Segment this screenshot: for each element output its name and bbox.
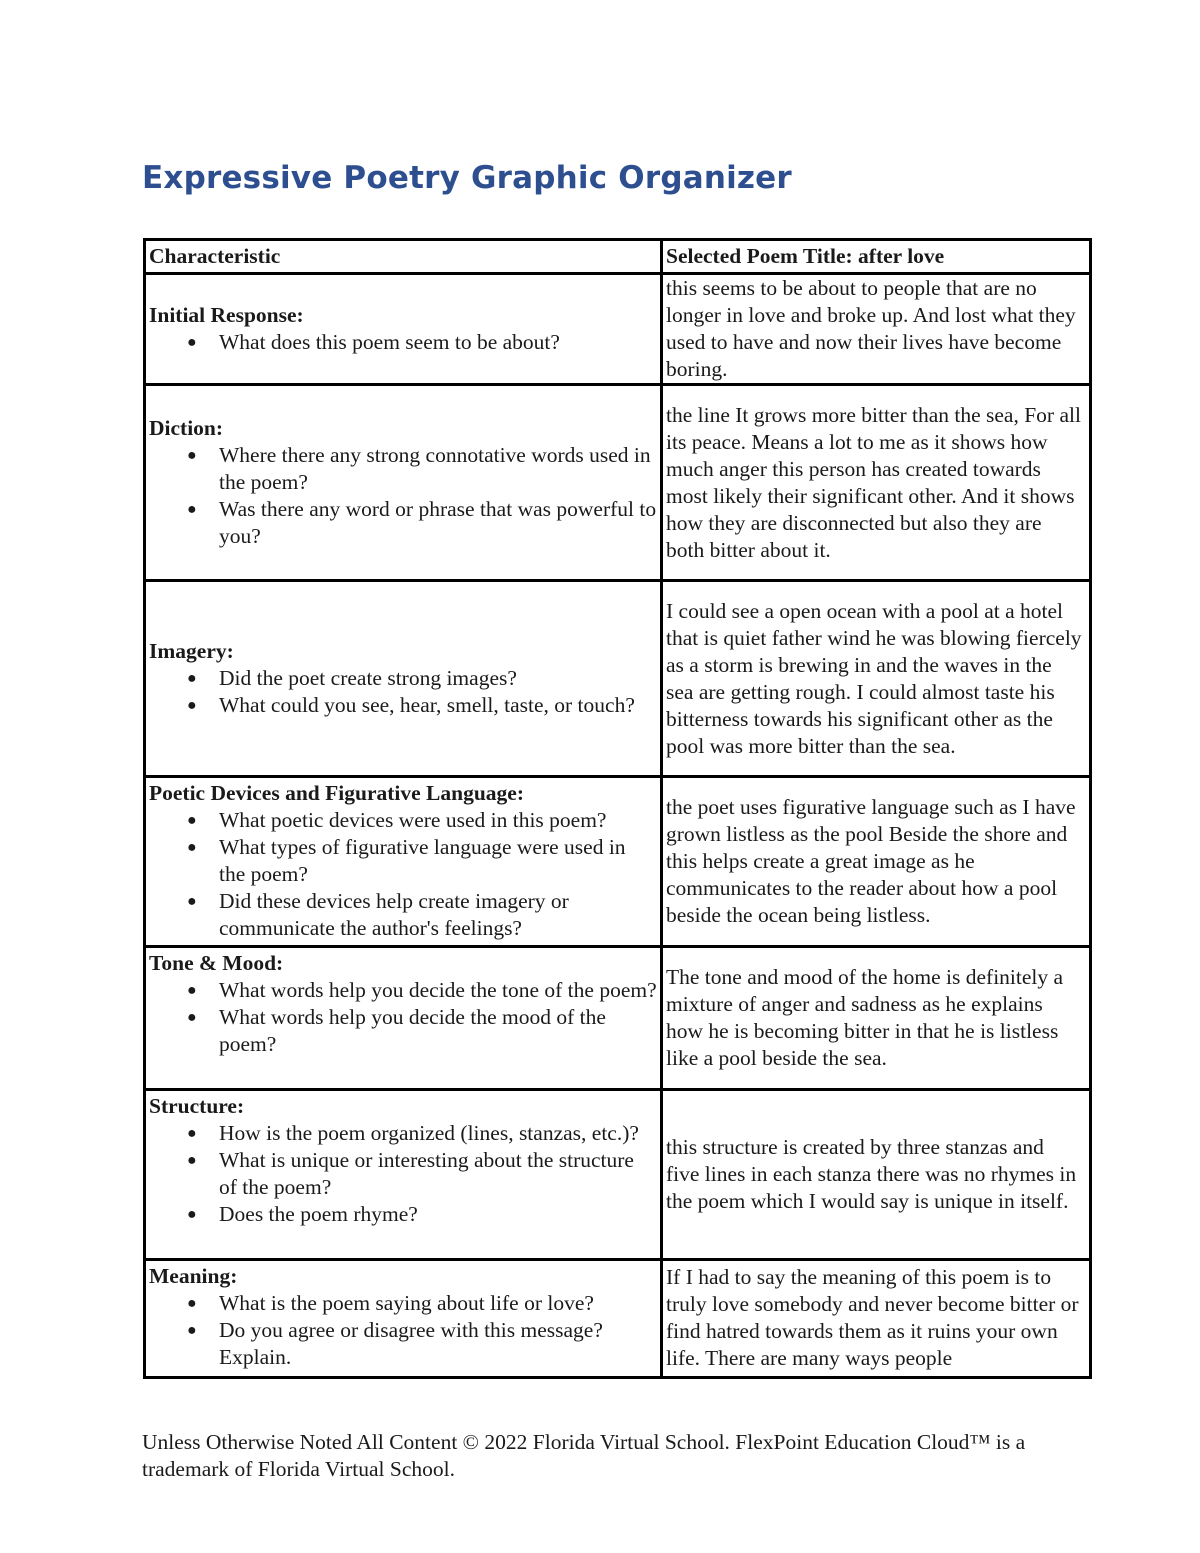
question-list: [149, 442, 657, 550]
question-item: [187, 807, 657, 834]
question-list: [149, 329, 657, 356]
answer-cell[interactable]: [662, 1090, 1091, 1260]
question-text: What is unique or interesting about the structure of the poem?: [219, 1148, 634, 1199]
question-item: [187, 496, 657, 550]
question-item: [187, 442, 657, 496]
table-row: [145, 274, 1091, 385]
answer-cell[interactable]: [662, 1260, 1091, 1378]
bullet-icon: ●: [187, 982, 197, 999]
characteristic-label: Structure:: [149, 1094, 245, 1118]
characteristic-label: Meaning:: [149, 1264, 238, 1288]
question-list: [149, 665, 657, 719]
characteristic-cell: [145, 1090, 662, 1260]
bullet-icon: ●: [187, 697, 197, 714]
characteristic-cell: [145, 947, 662, 1090]
characteristic-label: Imagery:: [149, 639, 234, 663]
question-list: [149, 1290, 657, 1371]
page-title: Expressive Poetry Graphic Organizer: [142, 160, 792, 196]
question-text: Where there any strong connotative words used in the poem?: [219, 443, 651, 494]
bullet-icon: ●: [187, 1009, 197, 1026]
table-header-row: [145, 240, 1091, 274]
question-text: Do you agree or disagree with this message? Explain.: [219, 1318, 603, 1369]
question-item: [187, 977, 657, 1004]
table-row: [145, 777, 1091, 947]
bullet-icon: ●: [187, 334, 197, 351]
question-list: [149, 977, 657, 1058]
characteristic-cell: [145, 581, 662, 777]
question-list: [149, 1120, 657, 1228]
bullet-icon: ●: [187, 812, 197, 829]
table-row: [145, 947, 1091, 1090]
table-row: [145, 581, 1091, 777]
characteristic-cell: [145, 777, 662, 947]
answer-cell[interactable]: [662, 385, 1091, 581]
answer-text: the line It grows more bitter than the sea, For all its peace. Means a lot to me as it shows how much anger this person has created towards most likely their significant other. And it shows how they are disconnected but also they are both bitter about it.: [666, 402, 1081, 562]
question-text: Was there any word or phrase that was powerful to you?: [219, 497, 657, 548]
bullet-icon: ●: [187, 447, 197, 464]
question-text: How is the poem organized (lines, stanzas, etc.)?: [219, 1121, 639, 1145]
question-item: [187, 329, 657, 356]
question-item: [187, 1290, 657, 1317]
question-item: [187, 834, 657, 888]
header-characteristic: Characteristic: [145, 240, 662, 274]
bullet-icon: ●: [187, 670, 197, 687]
characteristic-label: Tone & Mood:: [149, 951, 284, 975]
bullet-icon: ●: [187, 1295, 197, 1312]
table-row: [145, 1090, 1091, 1260]
question-text: What could you see, hear, smell, taste, or touch?: [219, 693, 635, 717]
answer-cell[interactable]: [662, 947, 1091, 1090]
question-item: [187, 692, 657, 719]
characteristic-label: Initial Response:: [149, 303, 304, 327]
question-item: [187, 1120, 657, 1147]
header-poem-title: Selected Poem Title: after love: [662, 240, 1091, 274]
bullet-icon: ●: [187, 501, 197, 518]
question-text: What words help you decide the mood of the poem?: [219, 1005, 606, 1056]
graphic-organizer-table: [143, 238, 1092, 1379]
characteristic-cell: [145, 274, 662, 385]
bullet-icon: ●: [187, 1322, 197, 1339]
bullet-icon: ●: [187, 1152, 197, 1169]
answer-text: If I had to say the meaning of this poem is to truly love somebody and never become bitter or find hatred towards them as it ruins your own life. There are many ways people: [666, 1265, 1079, 1370]
bullet-icon: ●: [187, 1125, 197, 1142]
copyright-footer: Unless Otherwise Noted All Content © 2022 Florida Virtual School. FlexPoint Education Cloud™ is a trademark of Florida Virtual School.: [142, 1430, 1026, 1481]
bullet-icon: ●: [187, 1206, 197, 1223]
question-item: [187, 665, 657, 692]
answer-text: this seems to be about to people that are no longer in love and broke up. And lost what they used to have and now their lives have become boring.: [666, 276, 1076, 381]
answer-text: the poet uses figurative language such as I have grown listless as the pool Beside the shore and this helps create a great image as he communicates to the reader about how a pool beside the ocean being listless.: [666, 795, 1076, 927]
bullet-icon: ●: [187, 839, 197, 856]
answer-text: this structure is created by three stanzas and five lines in each stanza there was no rhymes in the poem which I would say is unique in itself.: [666, 1135, 1077, 1213]
question-list: [149, 807, 657, 942]
question-item: [187, 1317, 657, 1371]
question-item: [187, 888, 657, 942]
table-row: [145, 385, 1091, 581]
question-text: What types of figurative language were used in the poem?: [219, 835, 626, 886]
question-text: What words help you decide the tone of the poem?: [219, 978, 657, 1002]
question-item: [187, 1004, 657, 1058]
question-text: Did the poet create strong images?: [219, 666, 517, 690]
characteristic-label: Diction:: [149, 416, 224, 440]
bullet-icon: ●: [187, 893, 197, 910]
question-text: What poetic devices were used in this poem?: [219, 808, 607, 832]
characteristic-label: Poetic Devices and Figurative Language:: [149, 781, 525, 805]
question-text: What does this poem seem to be about?: [219, 330, 560, 354]
answer-cell[interactable]: [662, 581, 1091, 777]
question-text: What is the poem saying about life or love?: [219, 1291, 594, 1315]
table-row: [145, 1260, 1091, 1378]
answer-cell[interactable]: [662, 274, 1091, 385]
question-item: [187, 1201, 657, 1228]
question-text: Did these devices help create imagery or communicate the author's feelings?: [219, 889, 569, 940]
characteristic-cell: [145, 1260, 662, 1378]
answer-text: I could see a open ocean with a pool at a hotel that is quiet father wind he was blowing fiercely as a storm is brewing in and the waves in the sea are getting rough. I could almost taste his bitterness towards his significant other as the pool was more bitter than the sea.: [666, 598, 1082, 758]
question-item: [187, 1147, 657, 1201]
characteristic-cell: [145, 385, 662, 581]
answer-text: The tone and mood of the home is definitely a mixture of anger and sadness as he explains how he is becoming bitter in that he is listless like a pool beside the sea.: [666, 965, 1064, 1070]
question-text: Does the poem rhyme?: [219, 1202, 418, 1226]
answer-cell[interactable]: [662, 777, 1091, 947]
